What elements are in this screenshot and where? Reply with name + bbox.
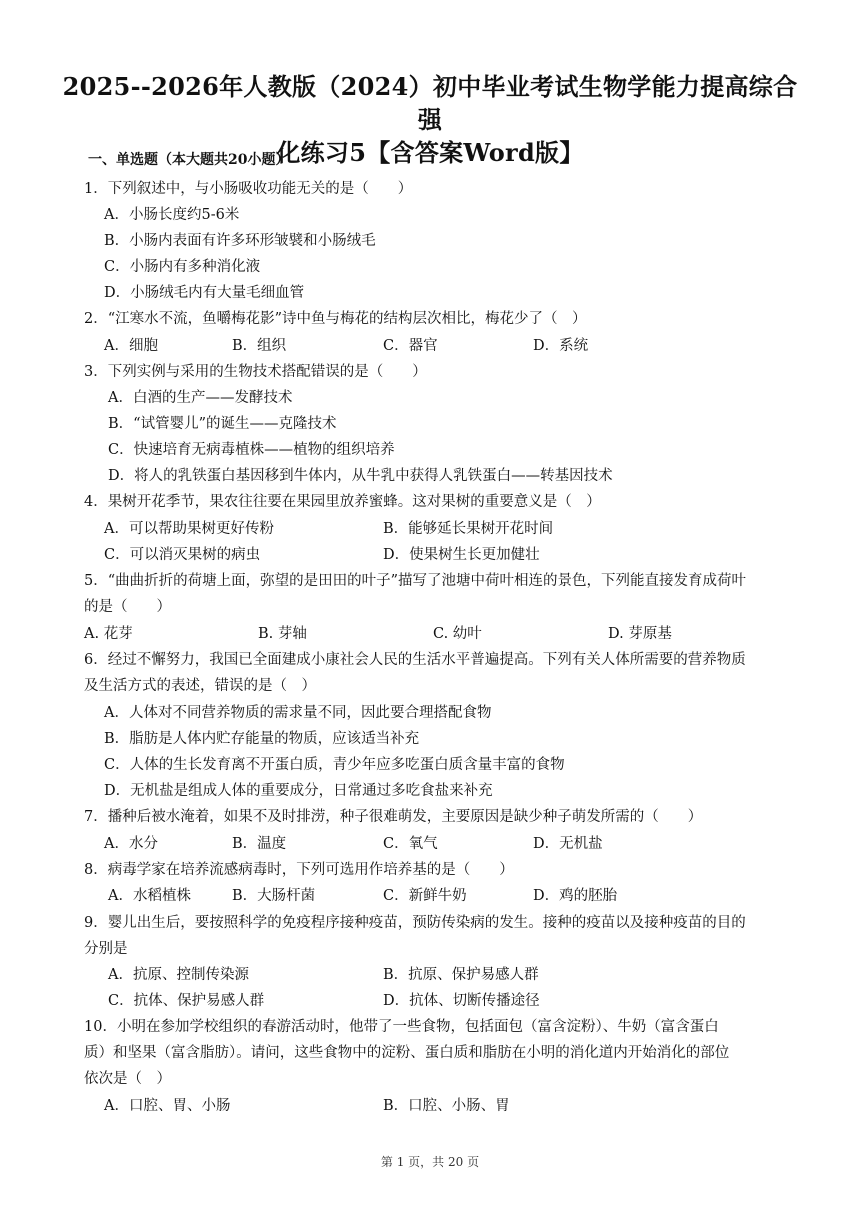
question-9-option-d: D．抗体、切断传播途径 — [383, 993, 540, 1009]
question-1-option-b: B．小肠内表面有许多环形皱襞和小肠绒毛 — [104, 233, 376, 249]
question-5-option-b: B. 芽轴 — [258, 626, 307, 642]
question-9-stem-line-1: 9．婴儿出生后，要按照科学的免疫程序接种疫苗，预防传染病的发生。接种的疫苗以及接种疫苗的目的 — [84, 915, 746, 931]
question-8-option-c: C．新鲜牛奶 — [383, 888, 467, 904]
question-8-option-a: A．水稻植株 — [108, 888, 191, 904]
question-2-option-b: B．组织 — [232, 338, 287, 354]
question-5-option-c: C. 幼叶 — [433, 626, 482, 642]
question-7-option-a: A．水分 — [104, 836, 158, 852]
question-7-option-c: C．氧气 — [383, 836, 438, 852]
title-line-1: 2025--2026年人教版（2024）初中毕业考试生物学能力提高综合强 — [62, 72, 798, 134]
title-line-2: 化练习5【含答案Word版】 — [276, 138, 584, 167]
question-3-option-a: A．白酒的生产——发酵技术 — [108, 390, 293, 406]
question-5-stem-line-1: 5．“曲曲折折的荷塘上面，弥望的是田田的叶子”描写了池塘中荷叶相连的景色，下列能直接发育成荷叶 — [84, 573, 747, 589]
question-10-stem-line-1: 10．小明在参加学校组织的春游活动时，他带了一些食物，包括面包（富含淀粉）、牛奶（富含蛋白 — [84, 1019, 719, 1035]
question-7-stem: 7．播种后被水淹着，如果不及时排涝，种子很难萌发，主要原因是缺少种子萌发所需的（ ） — [84, 809, 703, 825]
question-3-stem: 3．下列实例与采用的生物技术搭配错误的是（ ） — [84, 364, 427, 380]
question-6-option-c: C．人体的生长发育离不开蛋白质，青少年应多吃蛋白质含量丰富的食物 — [104, 757, 565, 773]
question-2-option-c: C．器官 — [383, 338, 438, 354]
question-5-option-d: D. 芽原基 — [608, 626, 672, 642]
question-2-option-a: A．细胞 — [104, 338, 158, 354]
question-2-stem: 2．“江寒水不流，鱼嚼梅花影”诗中鱼与梅花的结构层次相比，梅花少了（ ） — [84, 311, 587, 327]
question-10-stem-line-2: 质）和坚果（富含脂肪）。请问，这些食物中的淀粉、蛋白质和脂肪在小明的消化道内开始消化的部位 — [84, 1045, 730, 1061]
question-1-option-d: D．小肠绒毛内有大量毛细血管 — [104, 285, 305, 301]
question-10-option-a: A．口腔、胃、小肠 — [104, 1098, 231, 1114]
question-4-option-c: C．可以消灭果树的病虫 — [104, 547, 261, 563]
question-9-option-c: C．抗体、保护易感人群 — [108, 993, 265, 1009]
question-3-option-b: B．“试管婴儿”的诞生——克隆技术 — [108, 416, 337, 432]
question-8-option-b: B．大肠杆菌 — [232, 888, 316, 904]
question-4-option-a: A．可以帮助果树更好传粉 — [104, 521, 274, 537]
question-5-option-a: A. 花芽 — [84, 626, 133, 642]
question-1-option-a: A．小肠长度约5-6米 — [104, 207, 240, 223]
question-6-stem-line-2: 及生活方式的表述，错误的是（ ） — [84, 678, 316, 694]
question-5-stem-line-2: 的是（ ） — [84, 599, 171, 615]
question-4-option-d: D．使果树生长更加健壮 — [383, 547, 540, 563]
question-6-option-d: D．无机盐是组成人体的重要成分，日常通过多吃食盐来补充 — [104, 783, 493, 799]
question-3-option-d: D．将人的乳铁蛋白基因移到牛体内，从牛乳中获得人乳铁蛋白——转基因技术 — [108, 468, 613, 484]
question-4-stem: 4．果树开花季节，果农往往要在果园里放养蜜蜂。这对果树的重要意义是（ ） — [84, 494, 601, 510]
question-1-stem: 1．下列叙述中，与小肠吸收功能无关的是（ ） — [84, 181, 413, 197]
question-3-option-c: C．快速培育无病毒植株——植物的组织培养 — [108, 442, 395, 458]
question-6-stem-line-1: 6．经过不懈努力，我国已全面建成小康社会人民的生活水平普遍提高。下列有关人体所需要的营养物质 — [84, 652, 746, 668]
question-1-option-c: C．小肠内有多种消化液 — [104, 259, 261, 275]
question-9-option-b: B．抗原、保护易感人群 — [383, 967, 539, 983]
question-10-option-b: B．口腔、小肠、胃 — [383, 1098, 510, 1114]
question-7-option-b: B．温度 — [232, 836, 287, 852]
question-2-option-d: D．系统 — [533, 338, 589, 354]
question-10-stem-line-3: 依次是（ ） — [84, 1071, 171, 1087]
question-8-option-d: D．鸡的胚胎 — [533, 888, 618, 904]
question-6-option-a: A．人体对不同营养物质的需求量不同，因此要合理搭配食物 — [104, 705, 492, 721]
question-4-option-b: B．能够延长果树开花时间 — [383, 521, 554, 537]
question-9-stem-line-2: 分别是 — [84, 941, 128, 957]
question-7-option-d: D．无机盐 — [533, 836, 603, 852]
section-heading: 一、单选题（本大题共20小题） — [88, 152, 290, 168]
page-footer: 第 1 页，共 20 页 — [380, 1155, 480, 1169]
question-9-option-a: A．抗原、控制传染源 — [108, 967, 249, 983]
question-8-stem: 8．病毒学家在培养流感病毒时，下列可选用作培养基的是（ ） — [84, 862, 514, 878]
question-6-option-b: B．脂肪是人体内贮存能量的物质，应该适当补充 — [104, 731, 420, 747]
